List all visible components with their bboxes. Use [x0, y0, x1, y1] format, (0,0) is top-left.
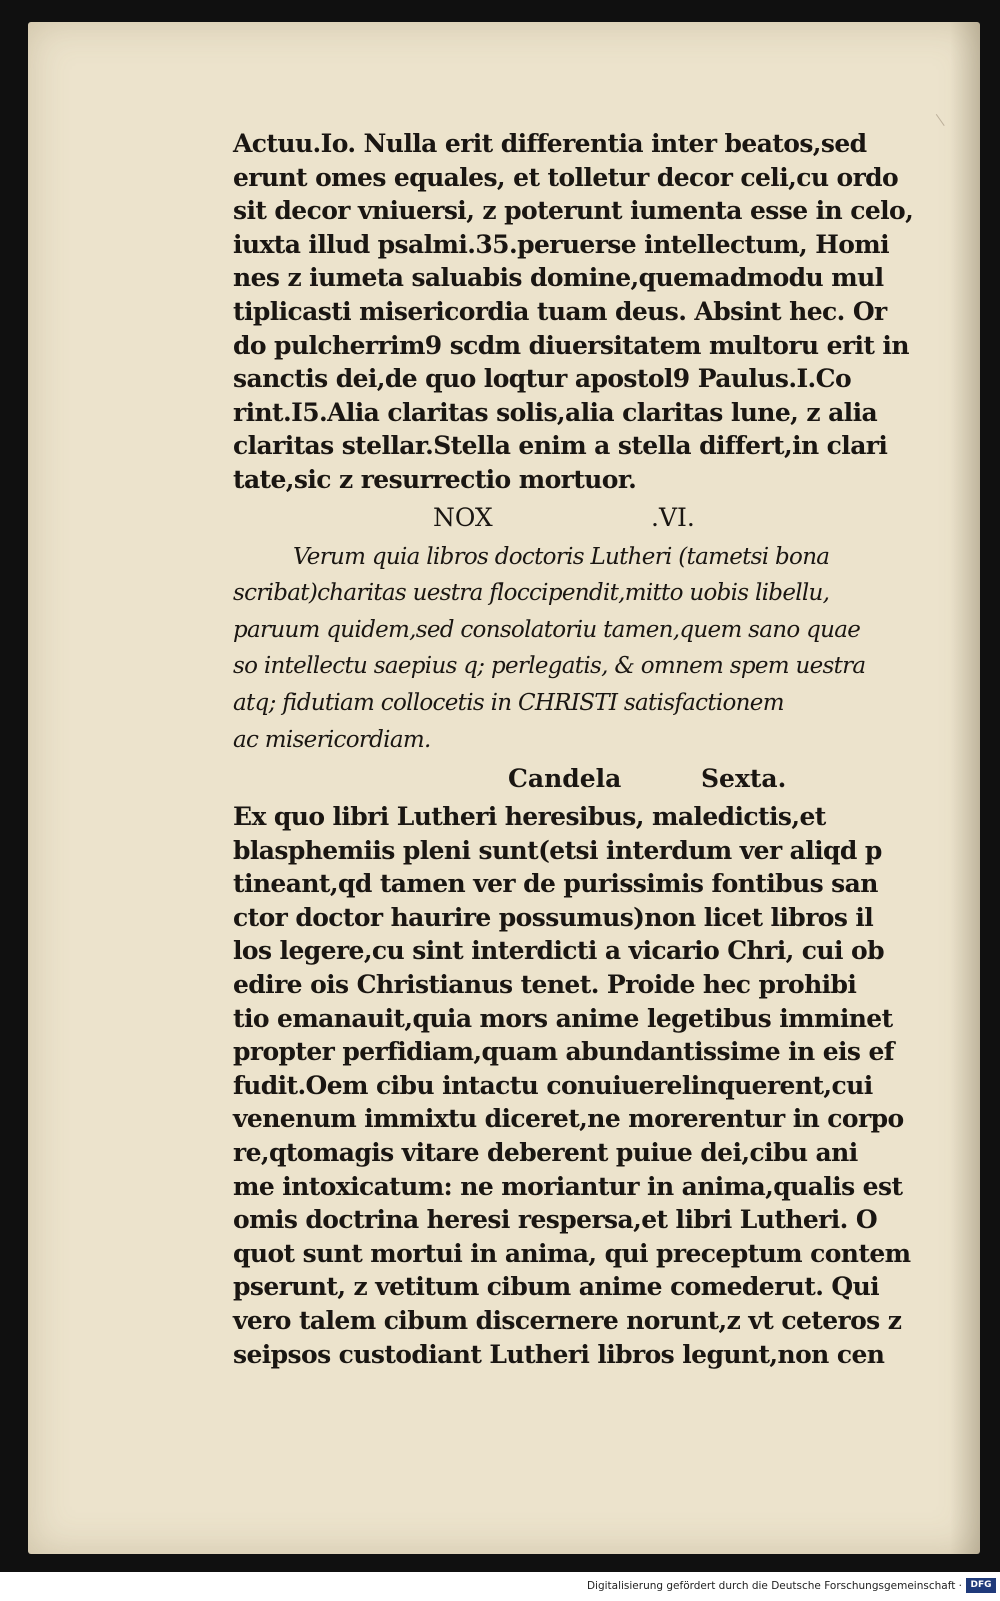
page-corner-mark: [924, 114, 944, 134]
section-heading-candela: [233, 758, 913, 800]
text-line: Ex quo libri Lutheri heresibus, maledictis,et: [233, 802, 826, 832]
text-line: nes z iumeta saluabis domine,quemadmodu mul: [233, 263, 884, 293]
text-line: sit decor vniuersi, z poterunt iumenta esse in celo,: [233, 196, 914, 226]
text-line: blasphemiis pleni sunt(etsi interdum ver aliqd p: [233, 835, 882, 865]
text-line: re,qtomagis vitare deberent puiue dei,cibu ani: [233, 1138, 858, 1168]
italic-line: atq; fidutiam collocetis in CHRISTI satisfactionem: [233, 689, 784, 716]
text-line: seipsos custodiant Lutheri libros legunt,non cen: [233, 1339, 885, 1369]
text-line: quot sunt mortui in anima, qui preceptum contem: [233, 1238, 911, 1268]
text-line: iuxta illud psalmi.35.peruerse intellectum, Homi: [233, 229, 890, 259]
text-line: tineant,qd tamen ver de purissimis fontibus san: [233, 869, 878, 899]
text-line: omis doctrina heresi respersa,et libri Lutheri. O: [233, 1205, 878, 1235]
text-line: Actuu.Io. Nulla erit differentia inter beatos,sed: [233, 129, 867, 158]
text-line: tio emanauit,quia mors anime legetibus imminet: [233, 1003, 893, 1033]
text-line: los legere,cu sint interdicti a vicario Chri, cui ob: [233, 936, 884, 966]
text-line: propter perfidiam,quam abundantissime in eis ef: [233, 1037, 894, 1067]
italic-line: scribat)charitas uestra floccipendit,mitto uobis libellu,: [233, 580, 830, 607]
dfg-logo-icon: DFG: [966, 1578, 996, 1593]
text-line: claritas stellar.Stella enim a stella differt,in clari: [233, 431, 888, 461]
heading-left: Candela: [508, 764, 622, 794]
heading-right: Sexta.: [701, 764, 787, 794]
text-line: vero talem cibum discernere norunt,z vt ceteros z: [233, 1306, 902, 1335]
text-line: edire ois Christianus tenet. Proide hec prohibi: [233, 970, 857, 1000]
italic-line: paruum quidem,sed consolatoriu tamen,quem sano quae: [233, 616, 861, 643]
italic-line: Verum quia libros doctoris Lutheri (tametsi bona: [293, 543, 830, 570]
text-line: sanctis dei,de quo loqtur apostol9 Paulus.I.Co: [233, 364, 852, 394]
page-text: [233, 127, 913, 1371]
text-line: pserunt, z vetitum cibum anime comederut. Qui: [233, 1272, 880, 1302]
text-line: tiplicasti misericordia tuam deus. Absint hec. Or: [233, 296, 887, 326]
text-line: me intoxicatum: ne moriantur in anima,qualis est: [233, 1171, 903, 1201]
text-line: tate,sic z resurrectio mortuor.: [233, 464, 637, 494]
italic-line: ac misericordiam.: [233, 726, 431, 753]
text-line: venenum immixtu diceret,ne morerentur in corpo: [233, 1104, 904, 1134]
page-edge-shadow: [950, 22, 980, 1554]
book-page: [28, 22, 980, 1554]
text-line: rint.I5.Alia claritas solis,alia claritas lune, z alia: [233, 397, 878, 427]
section-heading-nox: [233, 497, 913, 539]
text-line: ctor doctor haurire possumus)non licet libros il: [233, 902, 874, 932]
italic-line: so intellectu saepius q; perlegatis, & omnem spem uestra: [233, 653, 866, 680]
footer-bar: [0, 1572, 1000, 1601]
heading-left: NOX: [433, 502, 493, 532]
text-line: do pulcherrim9 scdm diuersitatem multoru erit in: [233, 330, 909, 360]
text-line: erunt omes equales, et tolletur decor celi,cu ordo: [233, 162, 899, 192]
text-line: fudit.Oem cibu intactu conuiuerelinquerent,cui: [233, 1070, 873, 1100]
funding-credit: Digitalisierung gefördert durch die Deutsche Forschungsgemeinschaft ·: [586, 1580, 962, 1592]
heading-right: .VI.: [651, 502, 695, 532]
